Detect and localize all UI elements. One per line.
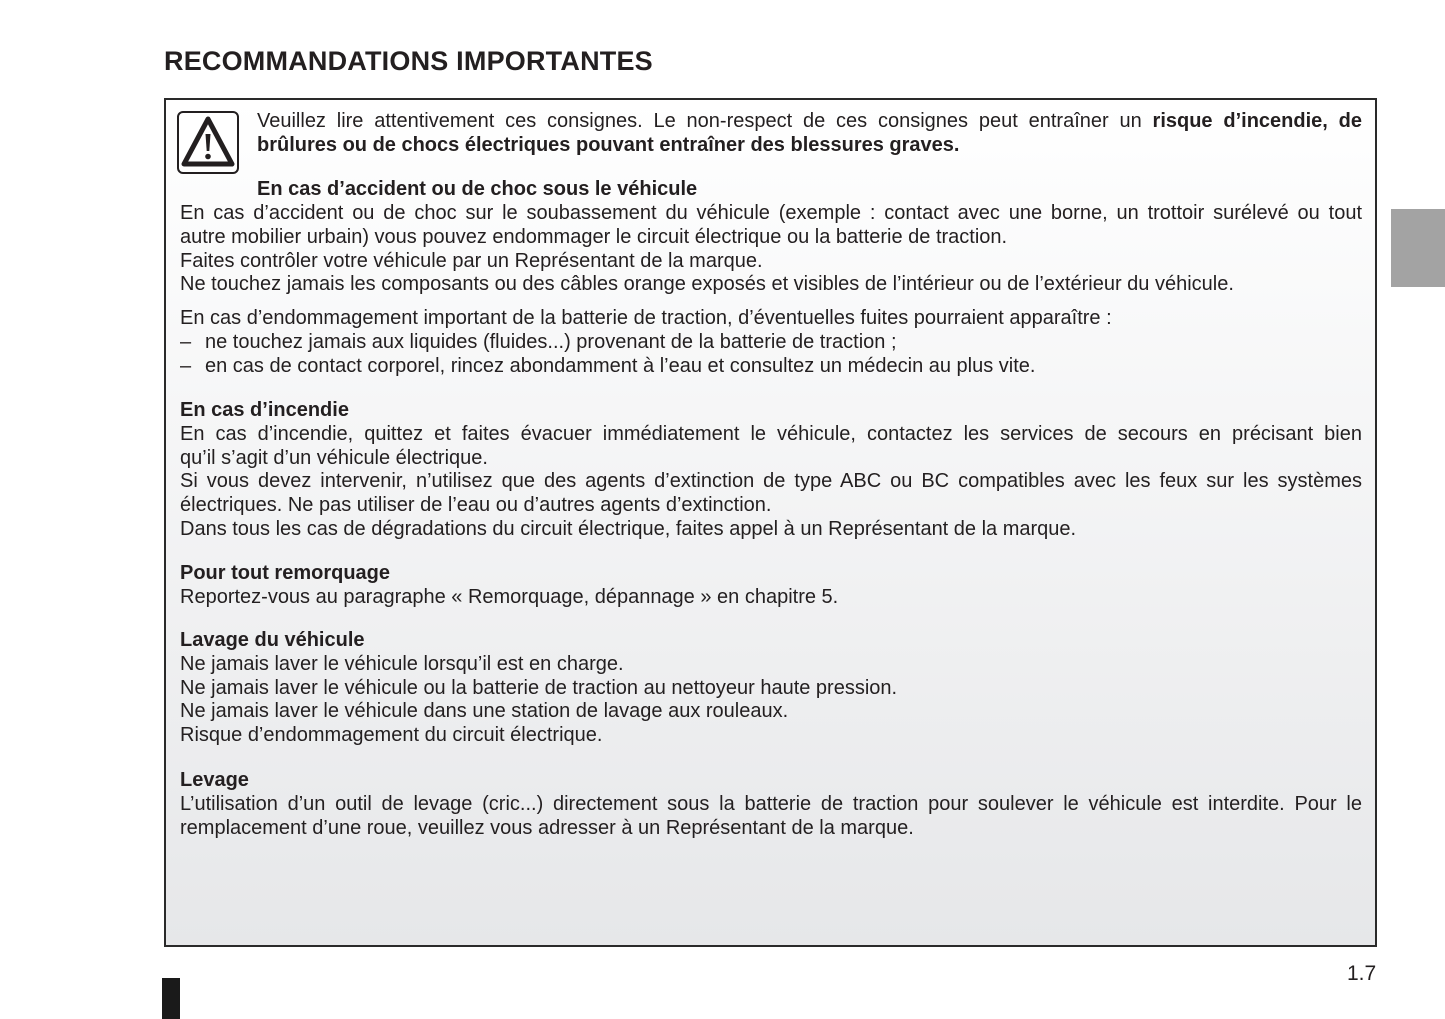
- damage-section: [180, 307, 1362, 378]
- page-number: 1.7: [1347, 962, 1377, 985]
- section-heading: En cas d’accident ou de choc sous le véhicule: [257, 178, 698, 200]
- text-line: Risque d’endommagement du circuit électrique.: [180, 724, 603, 747]
- fire-section: [180, 399, 1362, 542]
- section-heading: Lavage du véhicule: [180, 629, 365, 651]
- section-heading: Levage: [180, 769, 249, 791]
- towing-section: [180, 562, 1362, 610]
- lifting-section: [180, 769, 1362, 840]
- text-line: Faites contrôler votre véhicule par un Représentant de la marque.: [180, 249, 763, 272]
- intro: [257, 110, 1362, 158]
- page-title: RECOMMANDATIONS IMPORTANTES: [164, 46, 653, 76]
- text-line: En cas d’incendie, quittez et faites évacuer immédiatement le véhicule, contactez les services de secours en précisant bien: [180, 422, 1362, 445]
- text-line: Si vous devez intervenir, n’utilisez que des agents d’extinction de type ABC ou BC compatibles avec les feux sur les systèmes: [180, 470, 1362, 493]
- text-line: remplacement d’une roue, veuillez vous adresser à un Représentant de la marque.: [180, 816, 914, 839]
- text-line: En cas d’endommagement important de la batterie de traction, d’éventuelles fuites pourraient apparaître :: [180, 307, 1112, 329]
- text-line: Reportez-vous au paragraphe « Remorquage, dépannage » en chapitre 5.: [180, 585, 839, 608]
- section-heading: Pour tout remorquage: [180, 562, 391, 584]
- text-line: Ne touchez jamais les composants ou des câbles orange exposés et visibles de l’intérieur ou de l’extérieur du véhicule.: [180, 273, 1234, 296]
- washing-section: [180, 629, 1362, 748]
- text-line: autre mobilier urbain) vous pouvez endommager le circuit électrique ou la batterie de traction.: [180, 225, 1008, 248]
- text-line: Ne jamais laver le véhicule lorsqu’il est en charge.: [180, 652, 624, 675]
- text-line: qu’il s’agit d’un véhicule électrique.: [180, 446, 488, 469]
- text-line: Dans tous les cas de dégradations du circuit électrique, faites appel à un Représentant de la marque.: [180, 517, 1077, 540]
- chapter-tab: [1391, 209, 1445, 287]
- text-line: Ne jamais laver le véhicule dans une station de lavage aux rouleaux.: [180, 700, 789, 723]
- text-line: En cas d’accident ou de choc sur le soubassement du véhicule (exemple : contact avec une borne, un trottoir surélevé ou tout: [180, 202, 1362, 224]
- accident-section: [180, 202, 1362, 297]
- text-line: L’utilisation d’un outil de levage (cric...) directement sous la batterie de traction pour soulever le véhicule est interdite. Pour le: [180, 792, 1362, 815]
- section-heading: En cas d’incendie: [180, 399, 349, 421]
- bullet-item: – en cas de contact corporel, rincez abondamment à l’eau et consultez un médecin au plus vite.: [180, 354, 1036, 377]
- bullet-item: – ne touchez jamais aux liquides (fluides...) provenant de la batterie de traction ;: [180, 330, 897, 353]
- margin-marker: [162, 978, 180, 1019]
- warning-triangle-icon: [177, 111, 239, 174]
- text-line: électriques. Ne pas utiliser de l’eau ou d’autres agents d’extinction.: [180, 494, 772, 517]
- intro-line: brûlures ou de chocs électriques pouvant entraîner des blessures graves.: [257, 133, 960, 156]
- intro-line: Veuillez lire attentivement ces consignes. Le non-respect de ces consignes peut entraîner un risque d’incendie, de: [257, 110, 1362, 132]
- text-line: Ne jamais laver le véhicule ou la batterie de traction au nettoyeur haute pression.: [180, 676, 898, 699]
